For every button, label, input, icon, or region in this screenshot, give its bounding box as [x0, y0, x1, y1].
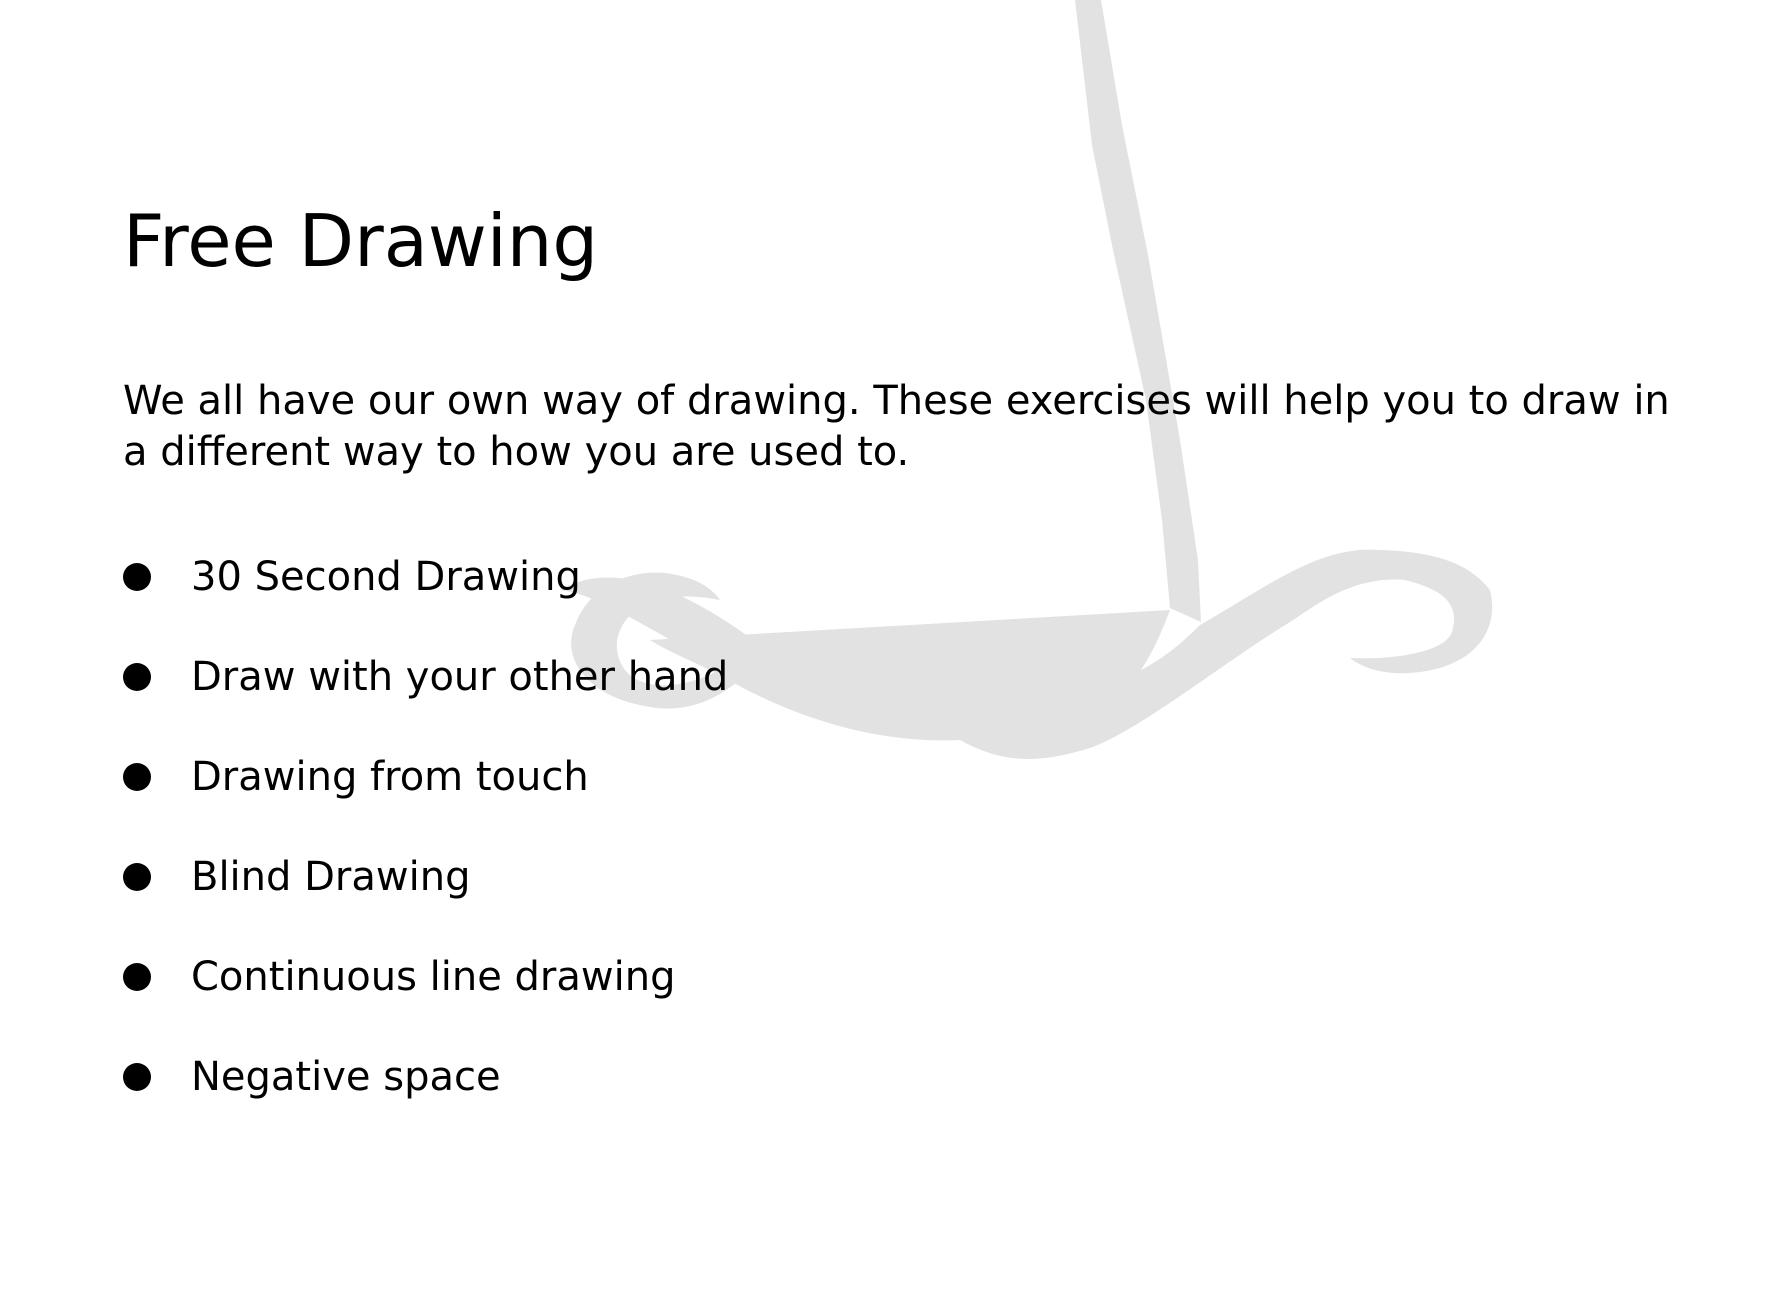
bullet-dot-icon: [123, 663, 151, 691]
list-item-label: Continuous line drawing: [191, 954, 676, 1000]
list-item: [123, 727, 728, 827]
bullet-dot-icon: [123, 563, 151, 591]
list-item: [123, 927, 728, 1027]
list-item-label: Draw with your other hand: [191, 654, 729, 700]
list-item: [123, 1027, 728, 1127]
list-item-label: Drawing from touch: [191, 754, 589, 800]
list-item-label: 30 Second Drawing: [191, 554, 581, 600]
list-item: [123, 827, 728, 927]
list-item: [123, 627, 728, 727]
intro-paragraph: We all have our own way of drawing. These exercises will help you to draw in a different way to how you are used to.: [123, 378, 1670, 475]
bullet-dot-icon: [123, 863, 151, 891]
bullet-dot-icon: [123, 1063, 151, 1091]
exercise-list: [123, 527, 728, 1127]
slide-title: Free Drawing: [123, 199, 599, 283]
bullet-dot-icon: [123, 763, 151, 791]
list-item-label: Blind Drawing: [191, 854, 471, 900]
bullet-dot-icon: [123, 963, 151, 991]
list-item-label: Negative space: [191, 1054, 501, 1100]
list-item: [123, 527, 728, 627]
